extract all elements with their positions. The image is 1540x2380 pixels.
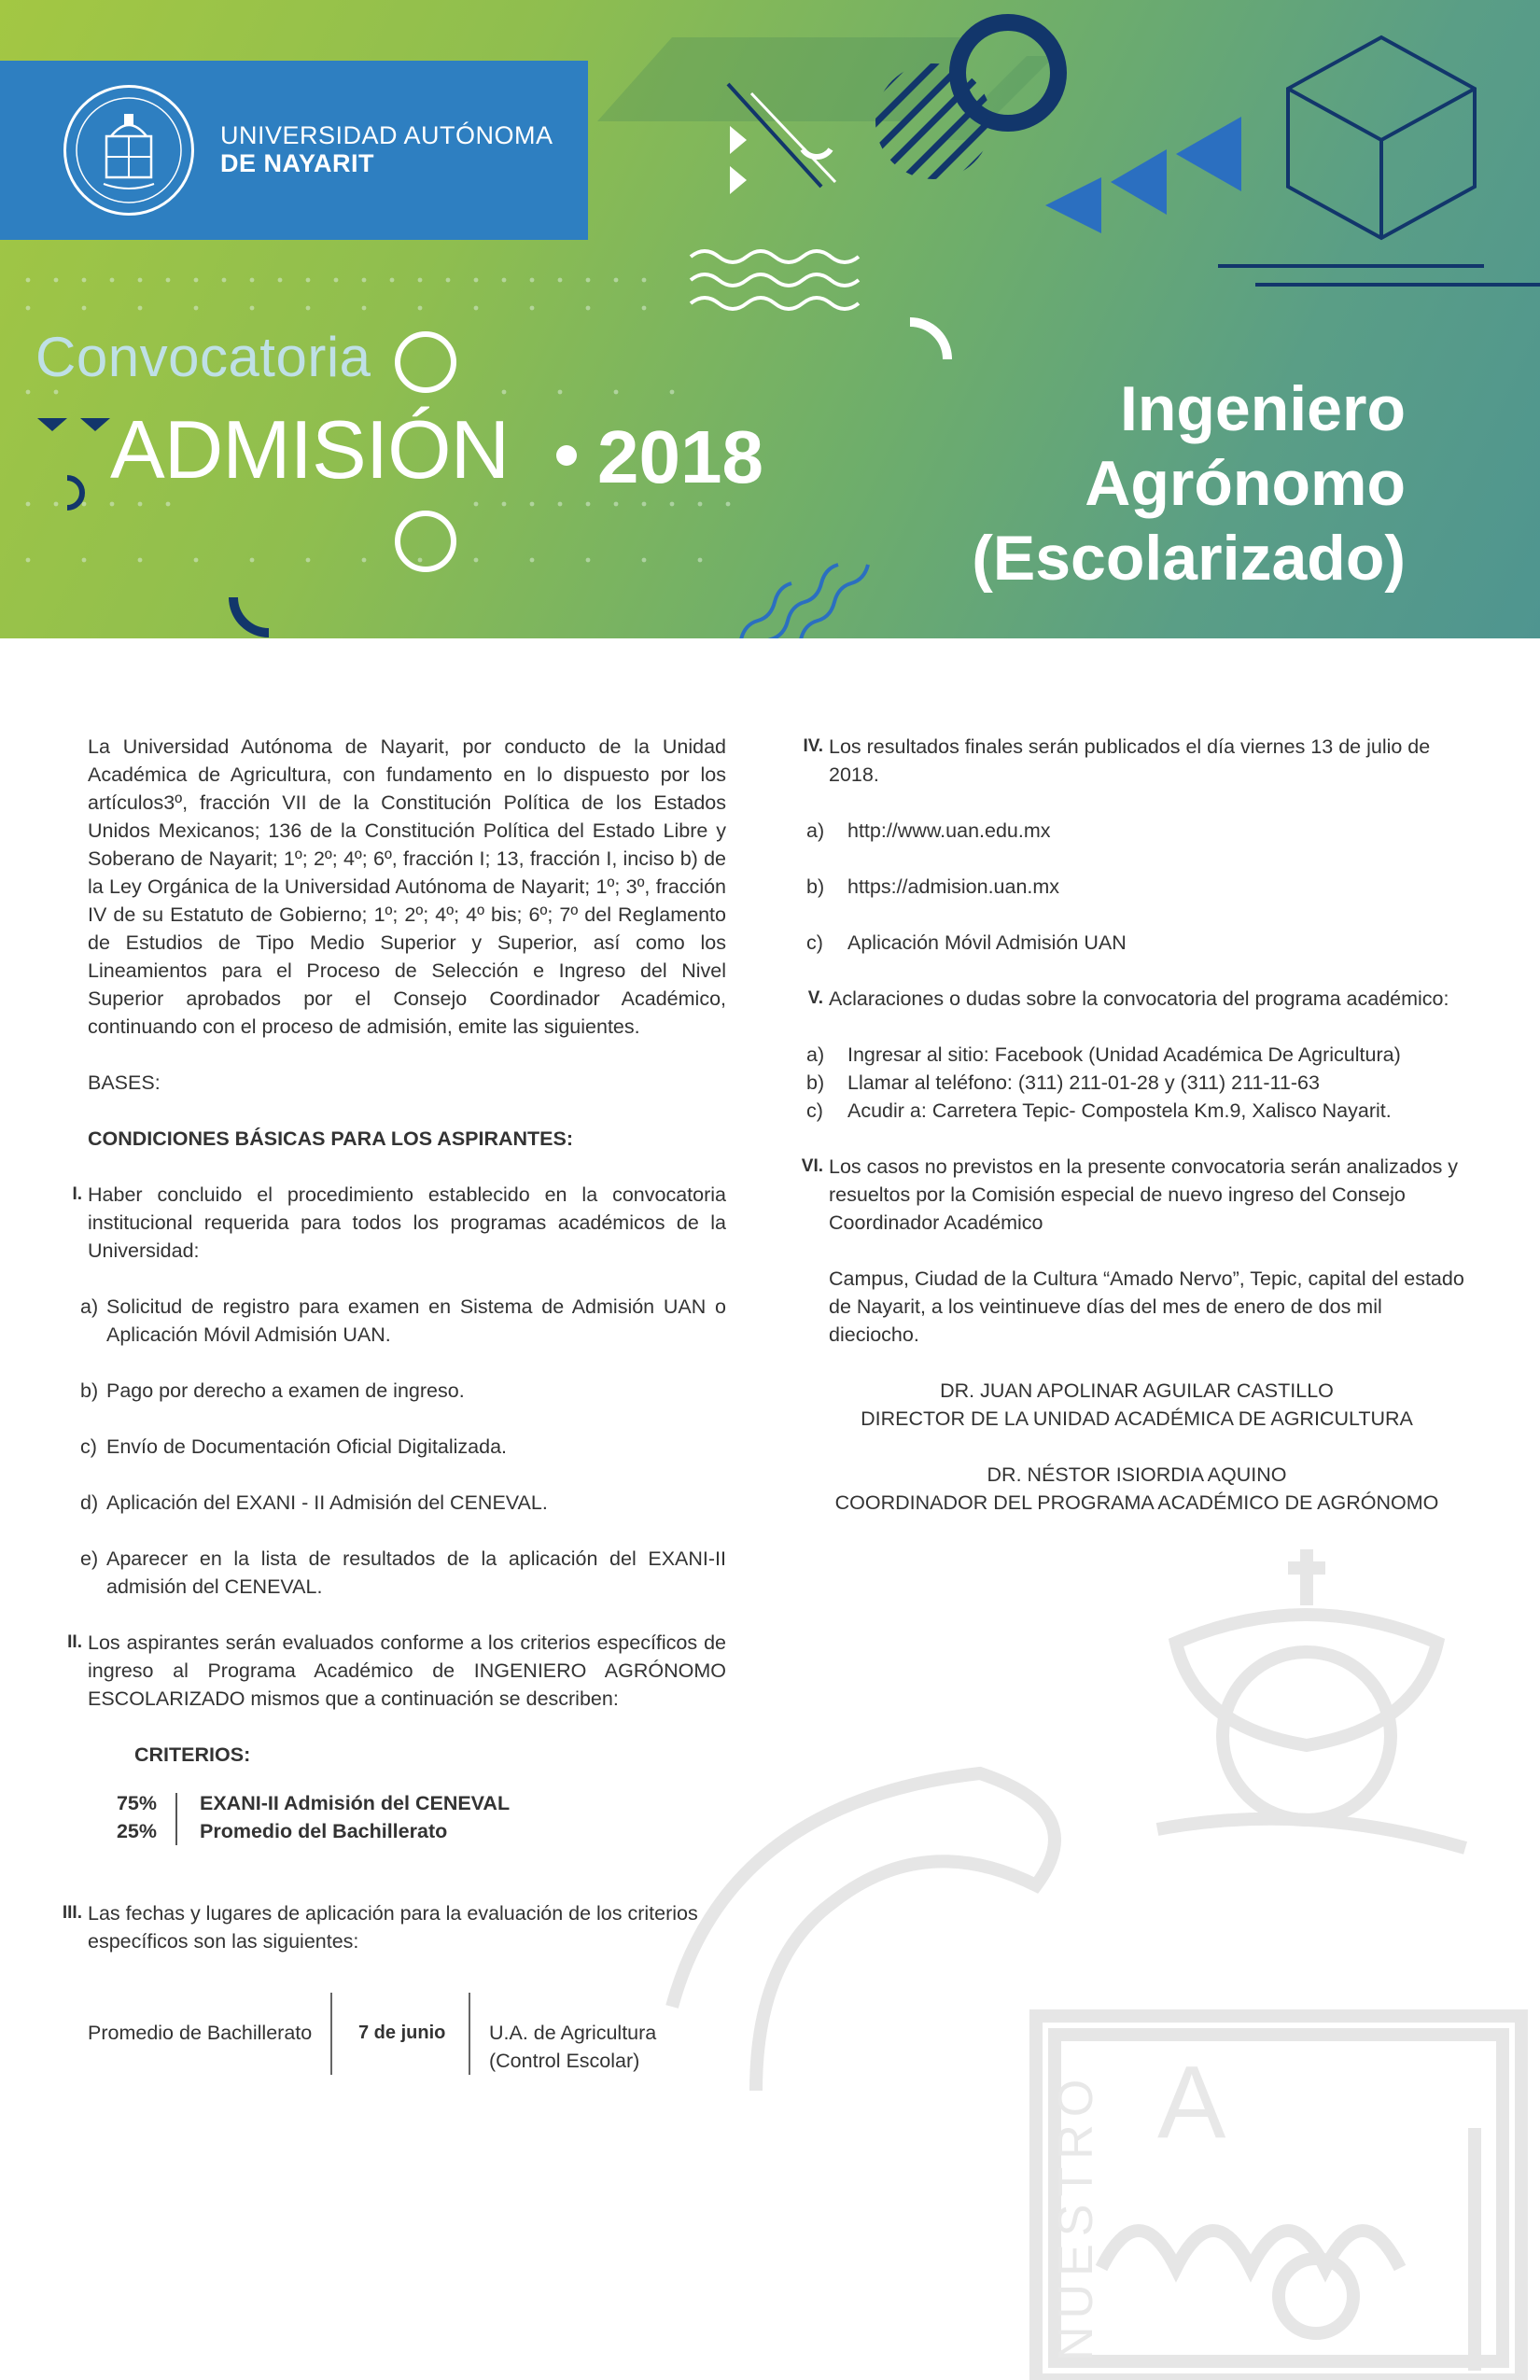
university-seal-watermark: [597, 1493, 1540, 2380]
list-marker: b): [806, 875, 825, 898]
list-item: [806, 1041, 1473, 1069]
section-number: II.: [67, 1632, 82, 1652]
list-marker: c): [806, 1099, 823, 1122]
section-number: V.: [807, 988, 823, 1008]
list-marker: e): [80, 1547, 99, 1570]
list-item-text: Envío de Documentación Oficial Digitalizada.: [106, 1435, 508, 1458]
signer-title: COORDINADOR DEL PROGRAMA ACADÉMICO DE AGRÓNOMO: [834, 1491, 1439, 1514]
cube-outline: [1288, 37, 1475, 238]
list-item-text: Acudir a: Carretera Tepic- Compostela Km.9, Xalisco Nayarit.: [847, 1099, 1392, 1122]
section-number: I.: [72, 1184, 82, 1204]
header-banner: [0, 0, 1540, 638]
list-item-text: Ingresar al sitio: Facebook (Unidad Académica De Agricultura): [847, 1043, 1401, 1066]
section-number: IV.: [803, 736, 823, 756]
criteria-labels: [200, 1789, 510, 1845]
list-item: [80, 1433, 726, 1461]
criteria-table: [112, 1789, 726, 1847]
convocatoria-label: Convocatoria: [35, 326, 371, 388]
list-item: [80, 1489, 726, 1517]
section-text: Aclaraciones o dudas sobre la convocatoria del programa académico:: [829, 987, 1449, 1010]
schedule-place-line2: (Control Escolar): [489, 2050, 640, 2072]
closing-paragraph: Campus, Ciudad de la Cultura “Amado Nervo”, Tepic, capital del estado de Nayarit, a los veintinueve días del mes de enero de dos mil dieciocho.: [829, 1267, 1464, 1346]
schedule-date: 7 de junio: [358, 2023, 446, 2043]
program-title-line1: Ingeniero: [1119, 373, 1406, 444]
conditions-heading: CONDICIONES BÁSICAS PARA LOS ASPIRANTES:: [88, 1127, 574, 1150]
list-item-text: Aplicación Móvil Admisión UAN: [847, 931, 1127, 954]
list-item: [80, 1293, 726, 1349]
section-iii: [62, 1899, 726, 1955]
admision-title: ADMISIÓN: [110, 403, 510, 496]
program-title: [972, 371, 1406, 595]
criteria-divider: [175, 1793, 177, 1845]
section-i: [72, 1181, 726, 1265]
program-title-line2: Agrónomo: [1085, 448, 1406, 519]
section-number: III.: [62, 1903, 82, 1923]
list-marker: c): [806, 931, 823, 954]
watermark-letter: A: [1157, 2045, 1226, 2160]
list-item: [806, 1069, 1473, 1097]
link-text[interactable]: https://admision.uan.mx: [847, 875, 1060, 898]
section-text: Los casos no previstos en la presente convocatoria serán analizados y resueltos por la Comisión especial de nuevo ingreso del Consejo Coordinador Académico: [829, 1155, 1459, 1234]
section-number: VI.: [801, 1156, 823, 1176]
schedule-table: [88, 1993, 726, 2077]
list-marker: c): [80, 1435, 97, 1458]
criteria-heading: CRITERIOS:: [134, 1743, 251, 1766]
university-seal-icon: [63, 85, 194, 216]
schedule-place-line1: U.A. de Agricultura: [489, 2022, 657, 2044]
link-text[interactable]: http://www.uan.edu.mx: [847, 819, 1051, 842]
list-marker: d): [80, 1491, 99, 1514]
watermark-text: NUESTRO: [1049, 2071, 1103, 2361]
university-name: [220, 121, 553, 177]
bases-heading: BASES:: [88, 1071, 161, 1094]
list-marker: a): [80, 1295, 99, 1318]
section-v: [807, 985, 1473, 1013]
schedule-criterion: Promedio de Bachillerato: [88, 2022, 313, 2044]
signer-name: DR. NÉSTOR ISIORDIA AQUINO: [987, 1463, 1287, 1486]
university-logo-block[interactable]: [0, 61, 588, 240]
triangle-shape: [1045, 177, 1101, 233]
signer-title: DIRECTOR DE LA UNIDAD ACADÉMICA DE AGRICULTURA: [861, 1407, 1413, 1430]
criteria-percent: 25%: [116, 1820, 157, 1842]
list-item: [806, 1097, 1473, 1125]
intro-paragraph: La Universidad Autónoma de Nayarit, por conducto de la Unidad Académica de Agricultura, con fundamento en lo dispuesto por los artículos3º, fracción VII de la Constitución Política de los Estados Unidos Mexicanos; 136 de la Constitución Política del Estado Libre y Soberano de Nayarit; 1º; 2º; 4º; 6º, fracción I; 13, fracción I, inciso b) de la Ley Orgánica de la Universidad Autónoma de Nayarit; 1º; 3º, fracción IV de su Estatuto de Gobierno; 1º; 2º; 4º; 4º bis; 6º; 7º del Reglamento de Estudios de Tipo Medio Superior y Superior, así como los Lineamientos para el Proceso de Selección e Ingreso del Nivel Superior aprobados por el Consejo Coordinador Académico, continuando con el proceso de admisión, emite las siguientes.: [88, 735, 726, 1038]
university-name-line2: DE NAYARIT: [220, 149, 375, 177]
section-text: Haber concluido el procedimiento establecido en la convocatoria institucional requerida para todos los programas académicos de la Universidad:: [88, 1183, 726, 1262]
section-text: Las fechas y lugares de aplicación para la evaluación de los criterios específicos son las siguientes:: [88, 1902, 698, 1953]
signature-block-1: [801, 1377, 1473, 1433]
bullet-dot: [556, 445, 577, 466]
criteria-percentages: [112, 1789, 157, 1845]
signer-name: DR. JUAN APOLINAR AGUILAR CASTILLO: [940, 1379, 1334, 1402]
list-marker: b): [80, 1379, 99, 1402]
schedule-place: [489, 2019, 656, 2075]
list-item: [80, 1377, 726, 1405]
right-column: [801, 733, 1473, 1517]
list-item: [806, 873, 1473, 901]
wave-lines: [691, 251, 859, 309]
list-item-text: Llamar al teléfono: (311) 211-01-28 y (311) 211-11-63: [847, 1071, 1320, 1094]
list-item-text: Solicitud de registro para examen en Sistema de Admisión UAN o Aplicación Móvil Admisión UAN.: [106, 1295, 726, 1346]
list-item: [806, 817, 1473, 845]
list-marker: b): [806, 1071, 825, 1094]
criteria-percent: 75%: [116, 1792, 157, 1814]
signature-block-2: [801, 1461, 1473, 1517]
section-iv: [803, 733, 1473, 789]
list-item: [80, 1545, 726, 1601]
list-marker: a): [806, 819, 825, 842]
admission-year: 2018: [597, 415, 763, 498]
section-vi: [801, 1153, 1473, 1237]
list-item-text: Aplicación del EXANI - II Admisión del CENEVAL.: [106, 1491, 548, 1514]
left-column: [62, 733, 726, 2077]
section-ii: [67, 1629, 726, 1713]
university-name-line1: UNIVERSIDAD AUTÓNOMA: [220, 121, 553, 149]
list-item: [806, 929, 1473, 957]
program-title-line3: (Escolarizado): [972, 523, 1406, 594]
list-item-text: Pago por derecho a examen de ingreso.: [106, 1379, 465, 1402]
criteria-label: Promedio del Bachillerato: [200, 1820, 448, 1842]
section-text: Los aspirantes serán evaluados conforme a los criterios específicos de ingreso al Programa Académico de INGENIERO AGRÓNOMO ESCOLARIZADO mismos que a continuación se describen:: [88, 1631, 726, 1710]
schedule-divider: [330, 1993, 332, 2075]
criteria-label: EXANI-II Admisión del CENEVAL: [200, 1792, 511, 1814]
list-item-text: Aparecer en la lista de resultados de la aplicación del EXANI-II admisión del CENEVAL.: [106, 1547, 726, 1598]
section-text: Los resultados finales serán publicados el día viernes 13 de julio de 2018.: [829, 735, 1431, 786]
schedule-divider: [469, 1993, 470, 2075]
list-marker: a): [806, 1043, 825, 1066]
